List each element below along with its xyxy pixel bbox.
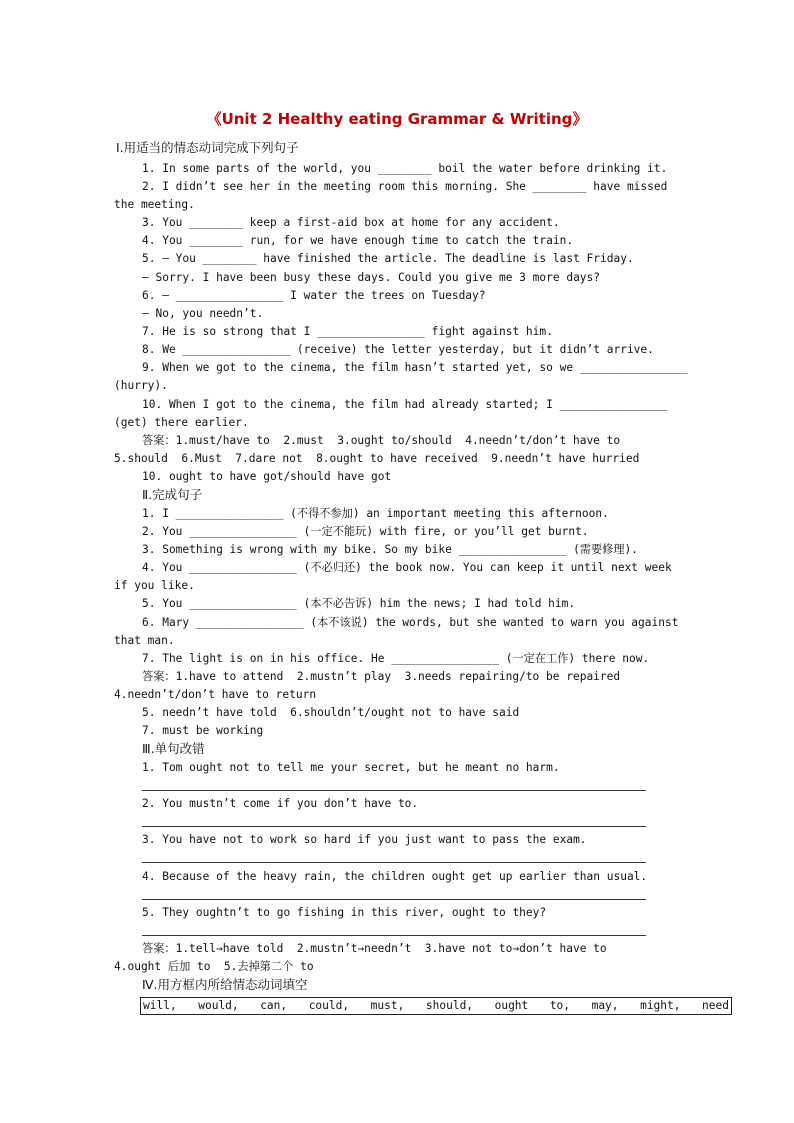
answer-text: 1.tell→have told 2.mustn’t→needn’t 3.have not to→don’t have to (175, 942, 607, 955)
s2-line: 2. You ________________ (一定不能玩) with fire, or you’ll get burnt. (142, 525, 589, 538)
s1-line: (get) there earlier. (114, 416, 249, 429)
s1-line: 3. You ________ keep a first-aid box at home for any accident. (142, 216, 560, 229)
s1-answer-line (142, 433, 620, 449)
s1-line: the meeting. (114, 198, 195, 211)
document-title: 《Unit 2 Healthy eating Grammar & Writing》 (206, 110, 588, 128)
answer-blank-line (142, 862, 646, 863)
s2-line: if you like. (114, 579, 195, 592)
s1-line: 6. — ________________ I water the trees on Tuesday? (142, 289, 486, 302)
answer-label: 答案： (142, 942, 176, 955)
s3-answer-line: 4.ought 后加 to 5.去掉第二个 to (114, 960, 314, 973)
s1-answer-line: 5.should 6.Must 7.dare not 8.ought to have received 9.needn’t have hurried (114, 452, 640, 465)
s1-line: — No, you needn’t. (142, 307, 264, 320)
answer-blank-line (142, 790, 646, 791)
s2-line: that man. (114, 634, 175, 647)
s3-item: 3. You have not to work so hard if you just want to pass the exam. (142, 833, 587, 846)
answer-blank-line (142, 899, 646, 900)
s3-item: 4. Because of the heavy rain, the children ought get up earlier than usual. (142, 870, 648, 883)
s2-answer-line: 4.needn’t/don’t have to return (114, 688, 317, 701)
s1-line: (hurry). (114, 379, 168, 392)
s1-line: 4. You ________ run, for we have enough time to catch the train. (142, 234, 574, 247)
s1-line: 2. I didn’t see her in the meeting room this morning. She ________ have missed (142, 180, 668, 193)
s2-line: 5. You ________________ (本不必告诉) him the news; I had told him. (142, 597, 576, 610)
s2-line: 6. Mary ________________ (本不该说) the words, but she wanted to warn you against (142, 616, 679, 629)
s3-item: 5. They oughtn’t to go fishing in this river, ought to they? (142, 906, 547, 919)
section2-heading: Ⅱ.完成句子 (142, 487, 203, 502)
answer-text: 1.have to attend 2.mustn’t play 3.needs repairing/to be repaired (175, 670, 621, 683)
s1-line: 1. In some parts of the world, you ________ boil the water before drinking it. (142, 162, 668, 175)
s1-line: 8. We ________________ (receive) the letter yesterday, but it didn’t arrive. (142, 343, 654, 356)
s2-line: 3. Something is wrong with my bike. So my bike ________________ (需要修理). (142, 543, 639, 556)
section3-heading: Ⅲ.单句改错 (142, 741, 205, 756)
s2-line: 1. I ________________ (不得不参加) an important meeting this afternoon. (142, 507, 609, 520)
s1-line: 5. — You ________ have finished the article. The deadline is last Friday. (142, 252, 634, 265)
s2-line: 4. You ________________ (不必归还) the book now. You can keep it until next week (142, 561, 672, 574)
s1-line: 7. He is so strong that I ________________ fight against him. (142, 325, 553, 338)
modal-verb-box (140, 997, 732, 1015)
answer-blank-line (142, 826, 646, 827)
s3-item: 1. Tom ought not to tell me your secret, but he meant no harm. (142, 761, 560, 774)
s2-answer-line: 7. must be working (142, 724, 264, 737)
answer-label: 答案： (142, 434, 176, 447)
s1-line: — Sorry. I have been busy these days. Could you give me 3 more days? (142, 271, 601, 284)
section4-heading: Ⅳ.用方框内所给情态动词填空 (142, 977, 308, 992)
s3-item: 2. You mustn’t come if you don’t have to. (142, 797, 419, 810)
answer-blank-line (142, 935, 646, 936)
s1-answer-line: 10. ought to have got/should have got (142, 470, 392, 483)
s1-line: 10. When I got to the cinema, the film had already started; I ________________ (142, 398, 668, 411)
modal-verb-list: will, would, can, could, must, should, ought to, may, might, need (143, 999, 729, 1012)
s1-line: 9. When we got to the cinema, the film hasn’t started yet, so we ________________ (142, 361, 688, 374)
section1-heading: Ⅰ.用适当的情态动词完成下列句子 (116, 140, 299, 155)
s2-line: 7. The light is on in his office. He ________________ (一定在工作) there now. (142, 652, 650, 665)
answer-text: 1.must/have to 2.must 3.ought to/should 4.needn’t/don’t have to (175, 434, 621, 447)
s2-answer-line: 5. needn’t have told 6.shouldn’t/ought not to have said (142, 706, 520, 719)
answer-label: 答案： (142, 670, 176, 683)
s2-answer-line (142, 669, 620, 685)
s3-answer-line (142, 941, 607, 957)
